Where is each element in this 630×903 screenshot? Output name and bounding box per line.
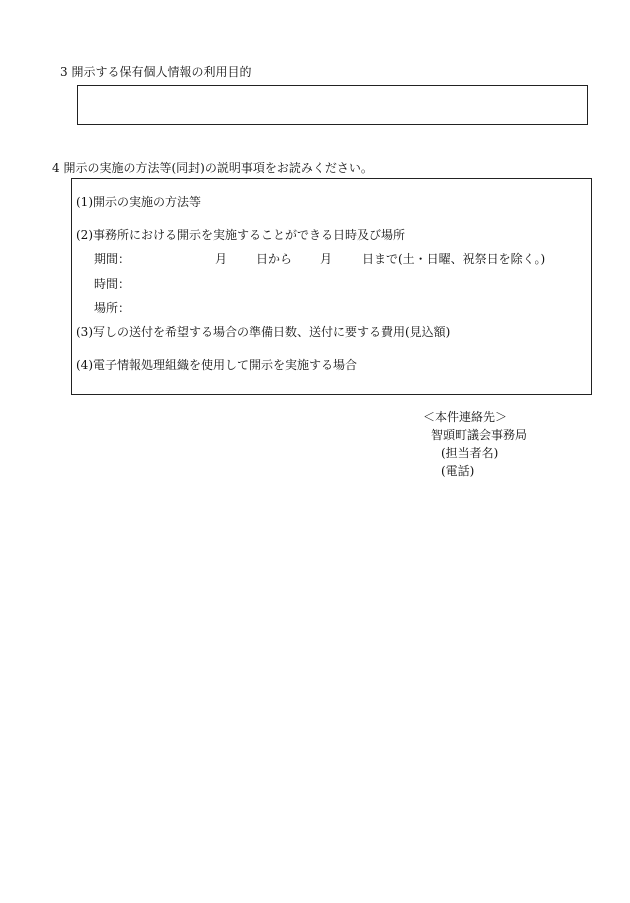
place-label: 場所： xyxy=(94,301,131,315)
period-start-month: 月 xyxy=(215,252,228,266)
period-label: 期間： xyxy=(94,252,131,266)
time-label: 時間： xyxy=(94,277,131,291)
contact-phone-label: (電話) xyxy=(441,464,475,478)
item-1-label: (1)開示の実施の方法等 xyxy=(76,195,201,209)
contact-person-label: (担当者名) xyxy=(441,446,499,460)
section-3-heading: 3 開示する保有個人情報の利用目的 xyxy=(60,65,252,79)
contact-office: 智頭町議会事務局 xyxy=(431,428,528,442)
contact-heading: ＜本件連絡先＞ xyxy=(423,410,508,424)
item-4-label: (4)電子情報処理組織を使用して開示を実施する場合 xyxy=(76,358,358,372)
item-3-label: (3)写しの送付を希望する場合の準備日数、送付に要する費用(見込額) xyxy=(76,325,451,339)
period-end-day: 日まで(土・日曜、祝祭日を除く。) xyxy=(362,252,546,266)
period-end-month: 月 xyxy=(320,252,333,266)
section-4-heading: 4 開示の実施の方法等(同封)の説明事項をお読みください。 xyxy=(52,161,373,175)
period-start-day: 日から xyxy=(256,252,293,266)
item-2-label: (2)事務所における開示を実施することができる日時及び場所 xyxy=(76,228,406,242)
purpose-field-box[interactable] xyxy=(77,85,588,125)
